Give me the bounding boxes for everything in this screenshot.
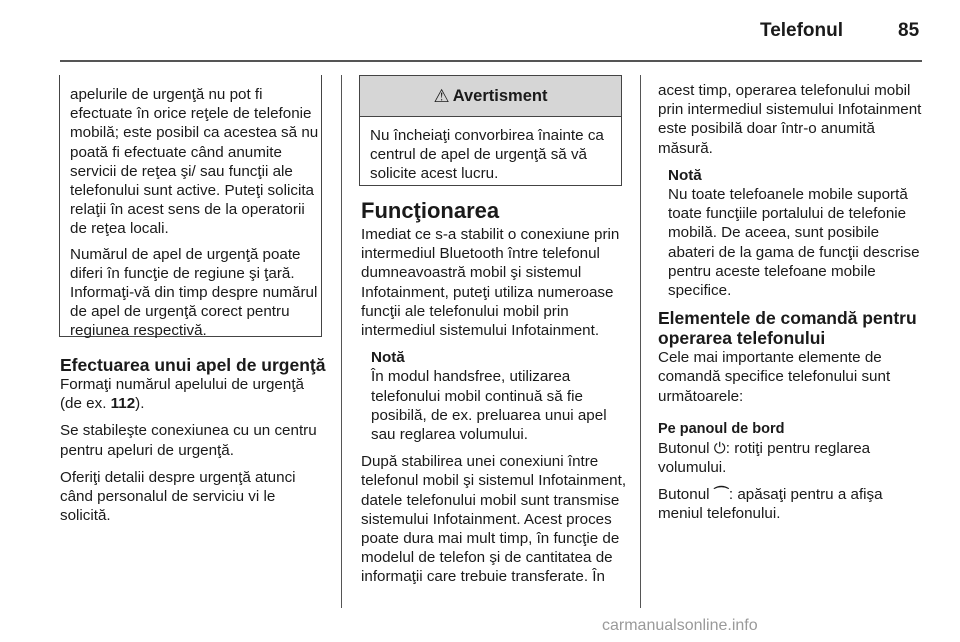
paragraph: Imediat ce s-a stabilit o conexiune prin intermediul Bluetooth între telefonul dumneavoastră mobil şi sistemul Infotainment, puteţi utiliza numeroase funcţii ale telefonului mobil prin intermediul sistemului Infotainment. (361, 226, 620, 340)
paragraph: După stabilirea unei conexiuni între telefonul mobil şi sistemul Infotainment, datele telefonului mobil sunt transmise sistemului Infotainment. Acest proces poate dura mai mult timp, în funcţie de modelul de telefon şi de cantitatea de informaţii care trebuie transferate. În (361, 453, 627, 586)
warning-box (359, 75, 622, 186)
warning-header (360, 76, 621, 117)
column-2-body (361, 199, 631, 595)
paragraph (658, 439, 928, 477)
note-label: Notă (668, 166, 702, 184)
text-run: Formaţi numărul apelului de urgenţă (de ex. (60, 376, 304, 413)
note-text: În modul handsfree, utilizarea telefonului mobil continuă să fie posibilă, de ex. preluarea unui apel sau reglarea volumului. (371, 368, 607, 444)
warning-text: Nu încheiaţi convorbirea înainte ca centrul de apel de urgenţă să vă solicite acest lucru. (370, 127, 604, 183)
text-run: Butonul (658, 486, 714, 504)
box-paragraph: apelurile de urgenţă nu pot fi efectuate în orice reţele de telefonie mobilă; este posibil ca acestea să nu poată fi efectuate când anumite servicii de reţea şi/ sau funcţii ale telefonului sunt active. Puteţi solicita relaţii în acest sens de la operatorii de reţea locali. (70, 86, 319, 238)
note-block (658, 166, 928, 300)
page-reference: 112 (110, 395, 136, 413)
paragraph: Se stabileşte conexiunea cu un centru pentru apeluri de urgenţă. (60, 422, 317, 459)
paragraph (658, 485, 928, 523)
note-block (361, 348, 631, 444)
paragraph: Oferiţi detalii despre urgenţă atunci când personalul de serviciu vi le solicită. (60, 468, 296, 525)
text-run: ). (135, 395, 145, 413)
running-header-title: Telefonul (760, 20, 844, 41)
header-rule (60, 60, 922, 62)
column-divider-right (640, 75, 641, 608)
box-paragraph: Numărul de apel de urgenţă poate diferi în funcţie de regiune şi ţară. Informaţi-vă din timp despre numărul de apel de urgenţă corect pentru regiunea respectivă. (70, 245, 318, 340)
paragraph (60, 375, 330, 413)
text-run: : apăsaţi pentru a afişa meniul telefonului. (658, 486, 883, 523)
section-heading-controls: Elementele de comandă pentru operarea telefonului (658, 308, 917, 349)
column-divider-left (341, 75, 342, 608)
section-heading-emergency-call: Efectuarea unui apel de urgenţă (60, 355, 326, 375)
watermark: carmanualsonline.info (602, 617, 758, 634)
paragraph: acest timp, operarea telefonului mobil prin intermediul sistemului Infotainment este posibilă doar într-o anumită măsură. (658, 82, 922, 157)
text-run: : rotiţi pentru reglarea volumului. (658, 439, 871, 477)
paragraph: Cele mai importante elemente de comandă specifice telefonului sunt următoarele: (658, 349, 891, 405)
column-3-body (658, 81, 928, 532)
power-knob-icon: ⏻ (713, 439, 726, 457)
note-label: Notă (371, 349, 405, 367)
text-run: Butonul (658, 439, 714, 457)
page-number: 85 (898, 20, 920, 41)
warning-icon: ⚠ (433, 85, 450, 106)
subheading-instrument-panel: Pe panoul de bord (658, 420, 785, 437)
section-heading-operation: Funcţionarea (361, 198, 500, 223)
phone-icon: ⌒ (713, 486, 729, 504)
column-1-body (60, 355, 330, 533)
warning-title: Avertisment (452, 86, 548, 105)
note-text: Nu toate telefoanele mobile suportă toate funcţiile portalului de telefonie mobilă. De aceea, sunt posibile abateri de la gama de funcţii descrise pentru aceste telefoane mobile specifice. (668, 186, 920, 300)
continued-box (59, 75, 322, 340)
